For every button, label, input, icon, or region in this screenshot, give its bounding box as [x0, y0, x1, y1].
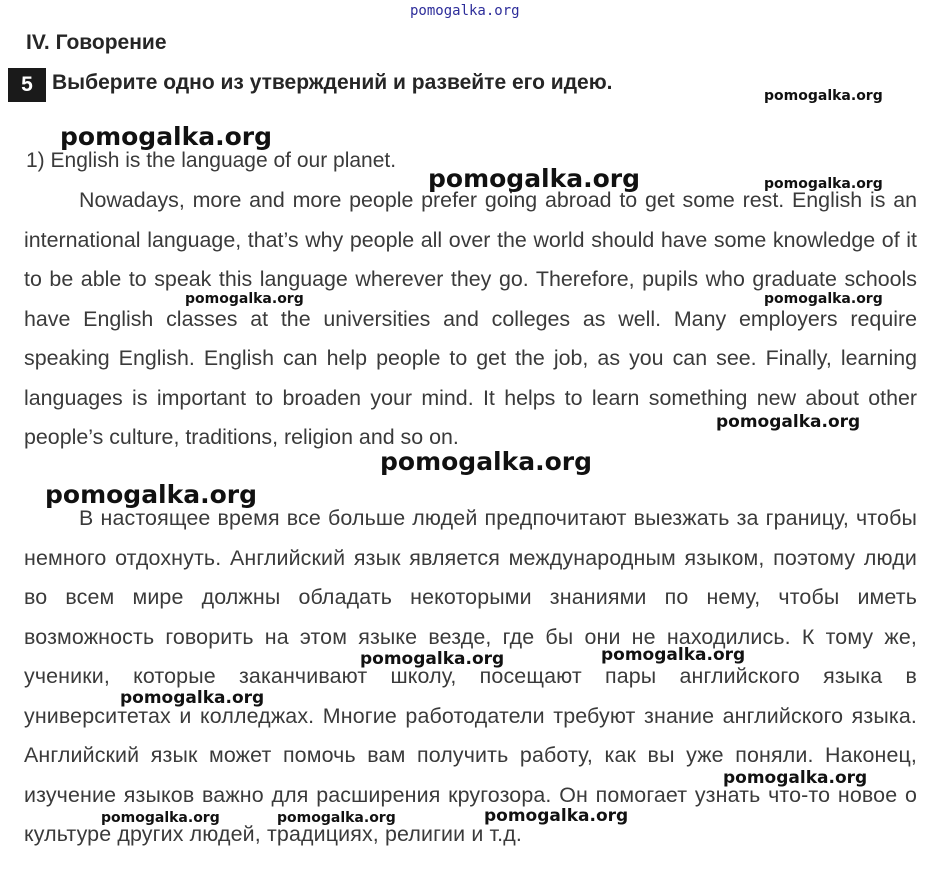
watermark: pomogalka.org: [185, 291, 304, 307]
task-number-badge: 5: [8, 68, 46, 102]
watermark: pomogalka.org: [60, 122, 273, 151]
watermark: pomogalka.org: [277, 810, 396, 826]
russian-paragraph: В настоящее время все больше людей предпочитают выезжать за границу, чтобы немного отдохнуть. Английский язык является международным языком, поэтому люди во всем мире должны обладать некоторыми знаниями по нему, чтобы иметь возможность говорить на этом языке везде, где бы они не находились. К тому же, ученики, которые заканчивают школу, посещают пары английского языка в университетах и колледжах. Многие работодатели требуют знание английского языка. Английский язык может помочь вам получить работу, как вы уже поняли. Наконец, изучение языков важно для расширения кругозора. Он помогает узнать что-то новое о культуре других людей, традициях, религии и т.д.: [24, 506, 917, 846]
watermark: pomogalka.org: [380, 447, 593, 476]
watermark: pomogalka.org: [601, 645, 746, 665]
watermark: pomogalka.org: [45, 480, 258, 509]
task-instruction: Выберите одно из утверждений и развейте его идею.: [52, 71, 613, 94]
watermark: pomogalka.org: [723, 768, 868, 788]
watermark: pomogalka.org: [101, 810, 220, 826]
topic-statement: 1) English is the language of our planet.: [26, 149, 397, 172]
watermark: pomogalka.org: [360, 649, 505, 669]
watermark: pomogalka.org: [428, 164, 641, 193]
watermark: pomogalka.org: [764, 88, 883, 104]
watermark: pomogalka.org: [764, 291, 883, 307]
section-title: IV. Говорение: [26, 31, 167, 54]
english-paragraph: Nowadays, more and more people prefer going abroad to get some rest. English is an international language, that’s why people all over the world should have some knowledge of it to be able to speak this language wherever they go. Therefore, pupils who graduate schools have English classes at the universities and colleges as well. Many employers require speaking English. English can help people to get the job, as you can see. Finally, learning languages is important to broaden your mind. It helps to learn something new about other people’s culture, traditions, religion and so on.: [24, 188, 917, 449]
watermark: pomogalka.org: [764, 176, 883, 192]
watermark: pomogalka.org: [716, 412, 861, 432]
watermark: pomogalka.org: [120, 688, 265, 708]
watermark-top: pomogalka.org: [410, 3, 520, 19]
watermark: pomogalka.org: [484, 806, 629, 826]
